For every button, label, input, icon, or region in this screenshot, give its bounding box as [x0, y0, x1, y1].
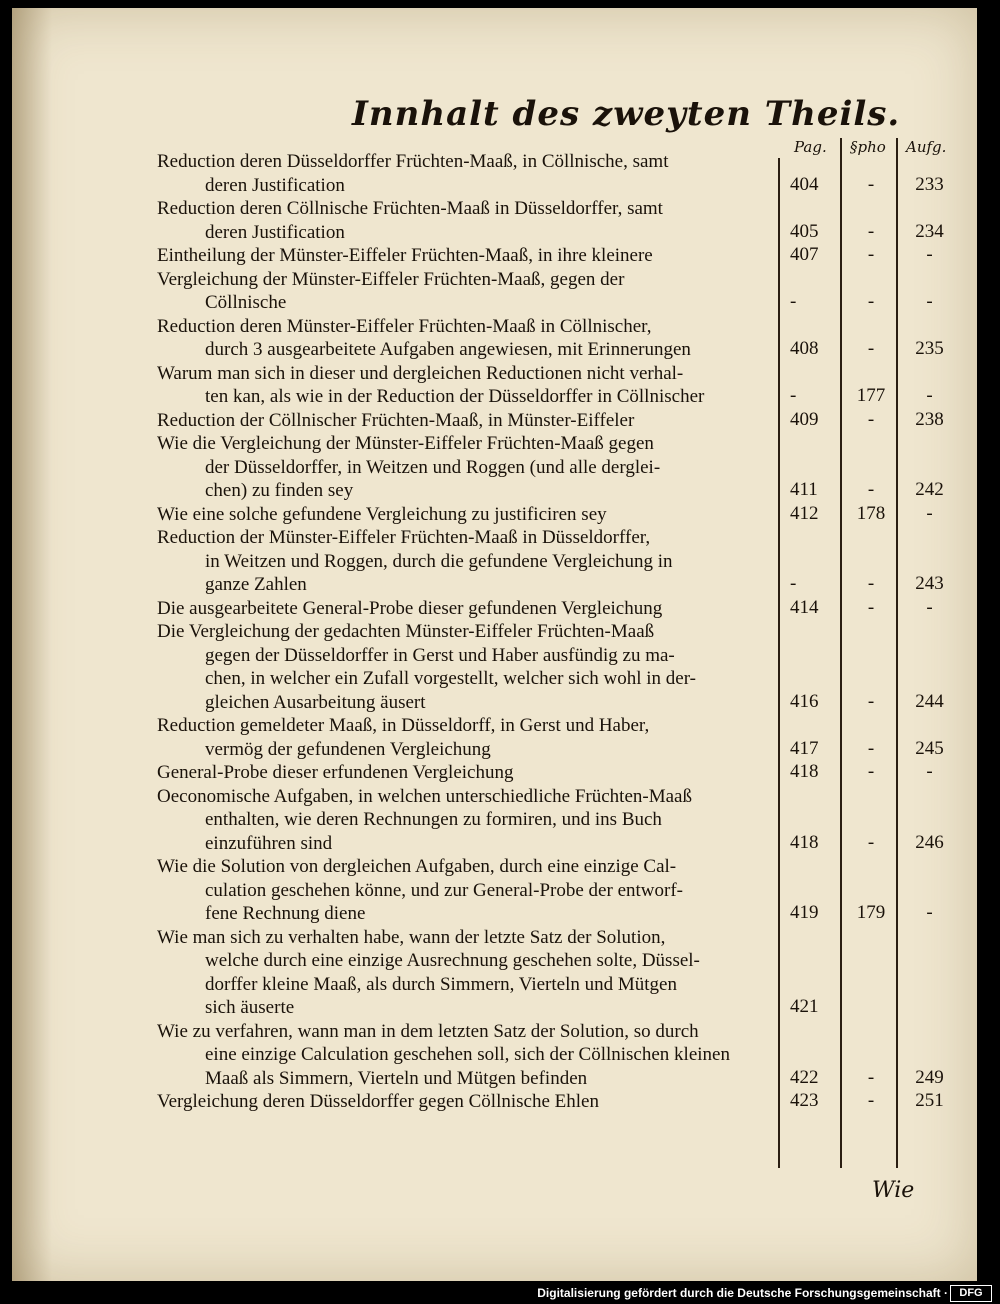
entry-line: Reduction deren Cöllnische Früchten-Maaß in Düsseldorffer, samt [157, 198, 663, 219]
entry-line: Maaß als Simmern, Vierteln und Mütgen befinden [205, 1067, 588, 1089]
entry-pag: 423 [790, 1090, 819, 1111]
entry-pag: 419 [790, 902, 819, 923]
entry-aufg: 234 [915, 220, 944, 242]
entry-spho: 177 [856, 385, 886, 406]
entry-pag: 416 [790, 690, 819, 712]
entry-title [157, 1020, 777, 1091]
entry-line: ganze Zahlen [205, 574, 307, 595]
entry-aufg: 233 [915, 173, 944, 195]
entry-spho: - [867, 244, 875, 265]
entry-title [157, 197, 777, 244]
entry-spho: - [867, 408, 875, 430]
entry-line: der Düsseldorffer, in Weitzen und Roggen (und alle derglei- [205, 456, 661, 478]
column-rule [778, 158, 780, 1168]
entry-aufg: 246 [915, 831, 944, 853]
entry-pag: 422 [790, 1066, 819, 1088]
entry-aufg: 244 [915, 690, 944, 712]
entry-title [157, 714, 777, 761]
entry-spho: - [867, 1090, 875, 1111]
entry-line: Reduction deren Münster-Eiffeler Früchten-Maaß in Cöllnischer, [157, 315, 652, 337]
entry-line: Reduction gemeldeter Maaß, in Düsseldorff, in Gerst und Haber, [157, 715, 650, 736]
entry-spho: 178 [856, 502, 886, 524]
entry-line: gleichen Ausarbeitung äusert [205, 691, 426, 713]
entry-aufg: 238 [915, 408, 944, 430]
entry-line: Wie man sich zu verhalten habe, wann der letzte Satz der Solution, [157, 926, 666, 948]
entry-line: Cöllnische [205, 292, 287, 313]
entry-pag: 414 [790, 596, 819, 618]
entry-title [157, 268, 777, 315]
document-page [12, 8, 977, 1281]
entry-spho: - [867, 573, 875, 594]
entry-aufg: 235 [915, 338, 944, 359]
entry-line: Wie zu verfahren, wann man in dem letzten Satz der Solution, so durch [157, 1020, 699, 1042]
entry-spho: - [867, 596, 875, 618]
catchword: Wie [872, 1178, 915, 1203]
entry-title [157, 926, 777, 1020]
entry-line: sich äuserte [205, 997, 295, 1018]
entry-title [157, 362, 777, 409]
entry-line: dorffer kleine Maaß, als durch Simmern, Vierteln und Mütgen [205, 973, 677, 995]
entry-aufg: 251 [915, 1090, 944, 1111]
entry-title [157, 150, 777, 197]
entry-aufg: - [926, 902, 933, 923]
entry-spho: - [867, 761, 875, 782]
entry-line: deren Justification [205, 221, 345, 243]
entry-spho: - [867, 291, 875, 312]
entry-line: Die Vergleichung der gedachten Münster-Eiffeler Früchten-Maaß [157, 621, 655, 642]
entry-line: in Weitzen und Roggen, durch die gefundene Vergleichung in [205, 550, 673, 572]
entry-aufg: - [926, 596, 933, 618]
entry-aufg: 245 [915, 737, 944, 759]
entry-spho: - [867, 173, 875, 195]
entry-line: Warum man sich in dieser und dergleichen Reductionen nicht verhal- [157, 362, 684, 384]
entry-pag: 405 [790, 220, 819, 242]
entry-line: eine einzige Calculation geschehen soll, sich der Cöllnischen kleinen [205, 1044, 730, 1065]
entry-line: Reduction deren Düsseldorffer Früchten-Maaß, in Cöllnische, samt [157, 151, 669, 172]
entry-pag: 411 [790, 479, 818, 500]
entry-spho: - [867, 831, 875, 853]
entry-line: Die ausgearbeitete General-Probe dieser gefundenen Vergleichung [157, 597, 663, 619]
entry-line: Wie die Solution von dergleichen Aufgaben, durch eine einzige Cal- [157, 856, 677, 877]
entry-title [157, 785, 777, 856]
column-rule [896, 138, 898, 1168]
entry-pag: 418 [790, 761, 819, 782]
entry-title [157, 526, 777, 597]
entry-spho: - [867, 690, 875, 712]
entry-aufg: 242 [915, 479, 944, 500]
entry-title [157, 503, 777, 527]
entry-line: Reduction der Cöllnischer Früchten-Maaß, in Münster-Eiffeler [157, 409, 635, 431]
entry-line: deren Justification [205, 174, 345, 196]
entry-pag: 407 [790, 244, 819, 265]
entry-pag: - [790, 291, 797, 312]
entry-line: Wie die Vergleichung der Münster-Eiffeler Früchten-Maaß gegen [157, 433, 654, 454]
entry-aufg: - [926, 291, 933, 312]
entry-line: enthalten, wie deren Rechnungen zu formiren, und ins Buch [205, 809, 662, 830]
entry-aufg: 249 [915, 1066, 944, 1088]
entry-line: Eintheilung der Münster-Eiffeler Früchten-Maaß, in ihre kleinere [157, 245, 653, 266]
entry-spho: - [867, 479, 875, 500]
entry-aufg: - [926, 502, 933, 524]
entry-title [157, 855, 777, 926]
entry-aufg: - [926, 761, 933, 782]
entry-spho: 179 [856, 902, 886, 923]
entry-title [157, 597, 777, 621]
entry-pag: 409 [790, 408, 819, 430]
entry-title [157, 1090, 777, 1114]
entry-line: Vergleichung der Münster-Eiffeler Früchten-Maaß, gegen der [157, 268, 625, 290]
entry-line: Oeconomische Aufgaben, in welchen unterschiedliche Früchten-Maaß [157, 785, 692, 807]
entry-line: ten kan, als wie in der Reduction der Düsseldorffer in Cöllnischer [205, 386, 705, 407]
entry-line: Wie eine solche gefundene Vergleichung zu justificiren sey [157, 503, 607, 525]
entry-pag: 412 [790, 502, 819, 524]
entry-line: chen) zu finden sey [205, 480, 354, 501]
footer-text: Digitalisierung gefördert durch die Deutsche Forschungsgemeinschaft · [537, 1286, 948, 1300]
entry-pag: - [790, 385, 797, 406]
entry-spho: - [867, 338, 875, 359]
entry-line: Vergleichung deren Düsseldorffer gegen Cöllnische Ehlen [157, 1091, 599, 1112]
entry-spho: - [867, 220, 875, 242]
entry-pag: 408 [790, 338, 819, 359]
entry-aufg: 243 [915, 573, 944, 594]
entry-line: gegen der Düsseldorffer in Gerst und Haber ausfündig zu ma- [205, 644, 675, 666]
entry-pag: - [790, 573, 797, 594]
entry-pag: 421 [790, 996, 819, 1017]
column-rule [840, 138, 842, 1168]
entry-line: chen, in welcher ein Zufall vorgestellt, welcher sich wohl in der- [205, 668, 696, 689]
entry-aufg: - [926, 385, 933, 406]
entry-line: durch 3 ausgearbeitete Aufgaben angewiesen, mit Erinnerungen [205, 339, 691, 360]
entry-pag: 418 [790, 831, 819, 853]
entry-line: culation geschehen könne, und zur General-Probe der entworf- [205, 879, 683, 901]
entry-pag: 404 [790, 173, 819, 195]
page-header: Innhalt des zweyten Theils. [352, 94, 901, 134]
entry-title [157, 620, 777, 714]
entry-title [157, 315, 777, 362]
entry-aufg: - [926, 244, 933, 265]
entry-pag: 417 [790, 737, 819, 759]
dfg-logo: DFG [950, 1285, 992, 1302]
entry-title [157, 409, 777, 433]
entry-title [157, 244, 777, 268]
entry-line: einzuführen sind [205, 832, 333, 854]
entry-line: welche durch eine einzige Ausrechnung geschehen solte, Düssel- [205, 950, 700, 971]
column-header-pag: Pag. [794, 138, 827, 156]
entry-title [157, 761, 777, 785]
column-header-aufg: Aufg. [906, 138, 947, 156]
column-header-spho: §pho [850, 138, 886, 156]
entry-line: fene Rechnung diene [205, 903, 366, 924]
entry-title [157, 432, 777, 503]
footer-bar [0, 1281, 1000, 1304]
entry-spho: - [867, 737, 875, 759]
entry-line: Reduction der Münster-Eiffeler Früchten-Maaß in Düsseldorffer, [157, 527, 651, 548]
entry-line: vermög der gefundenen Vergleichung [205, 738, 491, 760]
entry-line: General-Probe dieser erfundenen Vergleichung [157, 762, 514, 783]
entry-spho: - [867, 1066, 875, 1088]
